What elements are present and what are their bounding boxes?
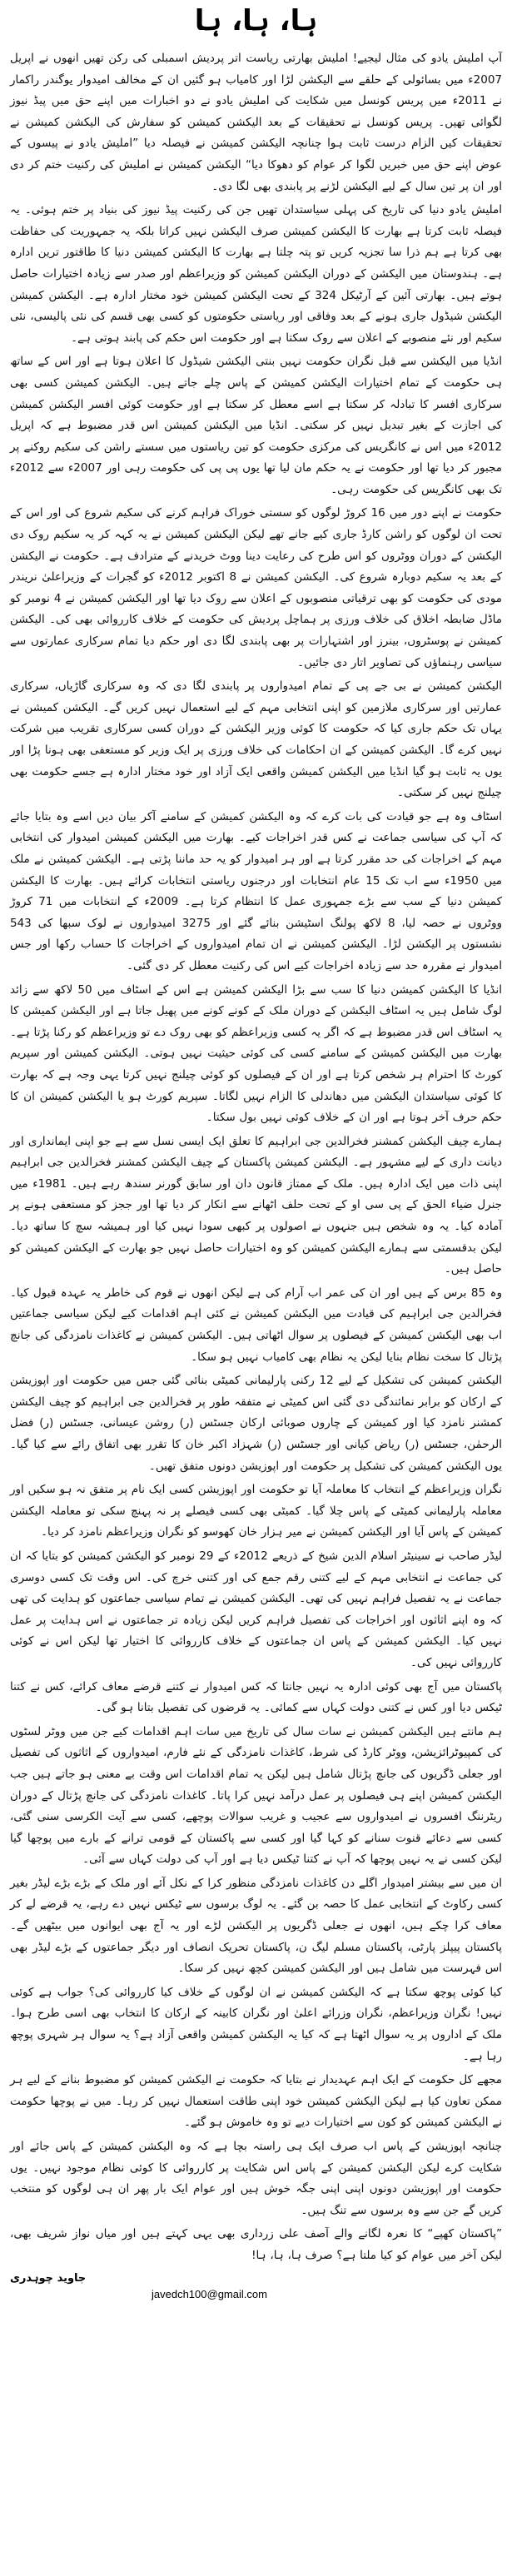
author-name: جاوید چوہدری [10,2271,87,2285]
paragraph: انڈیا کا الیکشن کمیشن دنیا کا سب سے بڑا الیکشن کمیشن ہے اس کے اسٹاف میں 50 لاکھ سے زائد لوگ شامل ہیں یہ اسٹاف الیکشن کے دوران ملک کے کونے کونے میں پھیل جاتا ہے اور الیکشن کمیشن کا یہ اسٹاف اس قدر مضبوط ہے کہ اگر یہ کسی وزیراعظم کو بھی روک دے تو وزیراعظم کو رکنا پڑتا ہے۔ بھارت میں الیکشن کمیشن کے سامنے کسی کی کوئی حیثیت نہیں ہوتی۔ الیکشن کمیشن اور سپریم کورٹ کا احترام ہر شخص کرتا ہے اور ان کے فیصلوں کو کوئی چیلنج نہیں کرتا یہی وجہ ہے کہ بھارت کا کوئی سیاستدان الیکشن میں دھاندلی کا الزام نہیں لگاتا۔ سپریم کورٹ ہو یا الیکشن کمیشن ان کا حکم حرف آخر ہوتا ہے اور ان کے خلاف کوئی نہیں بول سکتا۔ [10,982,502,1125]
column-title: ہا، ہا، ہا [194,4,318,37]
paragraph: انڈیا میں الیکشن سے قبل نگران حکومت نہیں بنتی الیکشن شیڈول کا اعلان ہوتا ہے اور اس کے ساتھ ہی حکومت کے تمام اختیارات الیکشن کمیشن کے پاس چلے جاتے ہیں۔ الیکشن کمیشن کسی بھی سرکاری افسر کا تبادلہ کر سکتا ہے اسے معطل کر سکتا ہے اور حکومت کوئی افسر الیکشن کمیشن کی اجازت کے بغیر تبدیل نہیں کر سکتی۔ انڈیا میں الیکشن کمیشن اس قدر مضبوط ہے کہ اپریل 2012ء میں اس نے کانگریس کی مرکزی حکومت کو تین ریاستوں میں سستے راشن کی سکیم روکنے پر مجبور کر دیا تھا اور حکومت نے یہ حکم مان لیا تھا یوں پی پی کی حکومت رہی اور 2007ء سے 2012ء تک بھی کانگریس کی حکومت رہی۔ [10,355,502,496]
paragraph: ہم مانتے ہیں الیکشن کمیشن نے سات سال کی تاریخ میں سات اہم اقدامات کیے جن میں ووٹر لسٹوں کی کمپیوٹرائزیشن، ووٹر کارڈ کی شرط، کاغذات نامزدگی کے نئے فارم، امیدواروں کے اثاثوں کی تفصیل اور جعلی ڈگریوں کی جانچ پڑتال شامل ہیں لیکن یہ تمام اقدامات اس وقت بے معنی ہو جاتے ہیں جب الیکشن کمیشن اپنے ہی فیصلوں پر عمل درآمد نہیں کرا پاتا۔ کاغذات نامزدگی کی جانچ پڑتال کے دوران ریٹرننگ افسروں نے امیدواروں سے عجیب و غریب سوالات پوچھے، کسی سے آیت الکرسی سنی گئی، کسی سے دعائے قنوت سنانے کو کہا گیا اور کسی سے پاکستان کے قومی ترانے کے بارے میں پوچھا گیا لیکن کسی نے یہ نہیں پوچھا کہ آپ نے کتنا ٹیکس دیا ہے اور آپ کی دولت کہاں سے آئی۔ [10,1724,502,1867]
paragraph: اسٹاف وہ ہے جو قیادت کی بات کرے کہ وہ الیکشن کمیشن کے سامنے آکر بیان دیں اسے وہ بتایا جائے کہ آپ کی سیاسی جماعت نے کس قدر اخراجات کیے۔ بھارت میں الیکشن کمیشن امیدوار کی انتخابی مہم کے اخراجات کی حد مقرر کرتا ہے اور ہر امیدوار کو یہ حد ماننا پڑتی ہے۔ الیکشن کمیشن نے ملک میں 1950ء سے اب تک 15 عام انتخابات اور درجنوں ریاستی انتخابات کرائے ہیں۔ بھارت کا الیکشن کمیشن دنیا کے سب سے بڑے جمہوری عمل کا انتظام کرتا ہے۔ 2009ء کے انتخابات میں 71 کروڑ ووٹروں نے حصہ لیا، 8 لاکھ پولنگ اسٹیشن بنائے گئے اور 3275 امیدواروں نے لوک سبھا کی 543 نشستوں پر الیکشن لڑا۔ الیکشن کمیشن نے ان تمام امیدواروں کے اخراجات کا حساب رکھا اور جس امیدوار نے مقررہ حد سے زیادہ اخراجات کیے اس کی رکنیت معطل کر دی گئی۔ [10,809,503,972]
paragraph: پاکستان میں آج بھی کوئی ادارہ یہ نہیں جانتا کہ کس امیدوار نے کتنے قرضے معاف کرائے، کس نے کتنا ٹیکس دیا اور کس نے کتنی دولت کہاں سے کمائی۔ یہ قرضوں کی تفصیل بتانا ہو گی۔ [10,1679,502,1715]
author-email[interactable]: javedch100@gmail.com [152,2287,267,2300]
paragraph: کیا کوئی پوچھ سکتا ہے کہ الیکشن کمیشن نے ان لوگوں کے خلاف کیا کارروائی کی؟ جواب ہے کوئی نہیں! نگران وزیراعظم، نگران وزرائے اعلیٰ اور نگران کابینہ کے ارکان کا انتخاب بھی اسی طرح ہوا۔ ملک کے اداروں پر یہ سوال اٹھتا ہے کہ کیا یہ الیکشن کمیشن واقعی آزاد ہے؟ یہ سوال ہر شہری پوچھ رہا ہے۔ [10,1985,502,2063]
paragraph: الیکشن کمیشن کی تشکیل کے لیے 12 رکنی پارلیمانی کمیٹی بنائی گئی جس میں حکومت اور اپوزیشن کے ارکان کو برابر نمائندگی دی گئی اس کمیٹی نے متفقہ طور پر فخرالدین جی ابراہیم کو چیف الیکشن کمشنر نامزد کیا اور کمیشن کے چاروں صوبائی ارکان جسٹس (ر) روشن عیسانی، جسٹس (ر) فضل الرحمٰن، جسٹس (ر) ریاض کیانی اور جسٹس (ر) شہزاد اکبر خان کا تقرر بھی اتفاق رائے سے کیا گیا۔ یوں الیکشن کمیشن کی تشکیل پر حکومت اور اپوزیشن دونوں متفق تھیں۔ [10,1374,502,1473]
paragraph: وہ 85 برس کے ہیں اور ان کی عمر اب آرام کی ہے لیکن انھوں نے قوم کی خاطر یہ عہدہ قبول کیا۔ فخرالدین جی ابراہیم کی قیادت میں الیکشن کمیشن نے کئی اہم اقدامات کیے لیکن سیاسی جماعتیں اب بھی الیکشن کمیشن کے فیصلوں پر سوال اٹھاتی ہیں۔ الیکشن کمیشن نے کاغذات نامزدگی کی جانچ پڑتال کا سخت نظام بنایا لیکن یہ نظام بھی کامیاب نہیں ہو سکا۔ [10,1286,502,1364]
paragraph: آپ املیش یادو کی مثال لیجیے! املیش بھارتی ریاست اتر پردیش اسمبلی کی رکن تھیں انھوں نے اپریل 2007ء میں بسائولی کے حلقے سے الیکشن لڑا اور کامیاب ہو گئیں ان کے مخالف امیدوار یوگندر راکمار نے 2011ء میں پریس کونسل میں شکایت کی املیش یادو نے دو اخبارات میں اپنے حق میں پیڈ نیوز لگوائی تھیں۔ پریس کونسل نے تحقیقات کے بعد الیکشن کمیشن کو سفارش کی الیکشن کمیشن نے تحقیقات کیں الزام درست ثابت ہوا چنانچہ الیکشن کمیشن نے فیصلہ دیا ”املیش یادو نے پیسوں کے عوض اپنے حق میں خبریں لگوا کر عوام کو دھوکا دیا“ الیکشن کمیشن نے املیش کی رکنیت ختم کر دی اور ان پر تین سال کے لیے الیکشن لڑنے پر پابندی بھی لگا دی۔ [10,52,502,193]
paragraph: ہمارے چیف الیکشن کمشنر فخرالدین جی ابراہیم کا تعلق ایک ایسی نسل سے ہے جو اپنی ایمانداری اور دیانت داری کے لیے مشہور ہے۔ الیکشن کمیشن پاکستان کے چیف الیکشن کمشنر فخرالدین جی ابراہیم اپنی ذات میں ایک ادارہ ہیں۔ ملک کے ممتاز قانون دان اور سابق گورنر سندھ رہے ہیں۔ 1981ء میں جنرل ضیاء الحق کے پی سی او کے تحت حلف اٹھانے سے انکار کر دیا تھا اور ججز کو مستعفی ہونے پر آمادہ کیا۔ یہ وہ شخص ہیں جنہوں نے اصولوں پر کبھی سودا نہیں کیا اور ہمیشہ سچ کا ساتھ دیا۔ لیکن بدقسمتی سے ہمارے الیکشن کمیشن کو وہ اختیارات حاصل نہیں جو بھارت کے الیکشن کمیشن کو حاصل ہیں۔ [10,1134,502,1276]
paragraph: ”پاکستان کھپے“ کا نعرہ لگانے والے آصف علی زرداری بھی یہی کہتے ہیں اور میاں نواز شریف بھی، لیکن آخر میں عوام کو کیا ملتا ہے؟ صرف ہا، ہا، ہا! [10,2227,502,2262]
paragraph: املیش یادو دنیا کی تاریخ کی پہلی سیاستدان تھیں جن کی رکنیت پیڈ نیوز کی بنیاد پر ختم ہوئی۔ یہ فیصلہ ثابت کرتا ہے بھارت کا الیکشن کمیشن صرف الیکشن نہیں کراتا بلکہ یہ جمہوریت کی حفاظت بھی کرتا ہے ہم ذرا سا تجزیہ کریں تو پتہ چلتا ہے بھارت کا الیکشن کمیشن دنیا کا طاقتور ترین ادارہ ہے۔ ہندوستان میں الیکشن کے دوران الیکشن کمیشن کو وزیراعظم اور صدر سے زیادہ اختیارات حاصل ہوتے ہیں۔ بھارتی آئین کے آرٹیکل 324 کے تحت الیکشن کمیشن خود مختار ادارہ ہے۔ الیکشن کمیشن الیکشن شیڈول جاری ہونے کے بعد وفاقی اور ریاستی حکومتوں کو کسی بھی قسم کی نئی پالیسی، نئی سکیم اور نئے منصوبے کے اعلان سے روک سکتا ہے اور حکومت اس حکم کی پابند ہوتی ہے۔ [10,203,502,345]
paragraph: الیکشن کمیشن نے بی جے پی کے تمام امیدواروں پر پابندی لگا دی کہ وہ سرکاری گاڑیاں، سرکاری عمارتیں اور سرکاری ملازمین کو اپنی انتخابی مہم کے لیے استعمال نہیں کریں گے۔ الیکشن کمیشن نے یہاں تک حکم جاری کیا کہ حکومت کا کوئی وزیر الیکشن کے دوران کسی سرکاری تقریب میں شرکت نہیں کرے گا۔ الیکشن کمیشن کے ان احکامات کی خلاف ورزی پر ایک وزیر کو مستعفی بھی ہونا پڑا اور یوں یہ ثابت ہو گیا انڈیا میں الیکشن کمیشن واقعی ایک آزاد اور خود مختار ادارہ ہے جسے حکومت بھی چیلنج نہیں کر سکتی۔ [10,679,502,800]
column-body [10,48,502,2267]
paragraph: نگران وزیراعظم کے انتخاب کا معاملہ آیا تو حکومت اور اپوزیشن کسی ایک نام پر متفق نہ ہو سکیں اور معاملہ پارلیمانی کمیٹی کے پاس چلا گیا۔ کمیٹی بھی کسی فیصلے پر نہ پہنچ سکی تو معاملہ الیکشن کمیشن کے پاس آیا اور الیکشن کمیشن نے میر ہزار خان کھوسو کو نگران وزیراعظم نامزد کر دیا۔ [9,1483,502,1539]
paragraph: ان میں سے بیشتر امیدوار اگلے دن کاغذات نامزدگی منظور کرا کے نکل آئے اور ملک کے بڑے بڑے لیڈر بغیر کسی رکاوٹ کے انتخابی عمل کا حصہ بن گئے۔ یہ لوگ برسوں سے ٹیکس نہیں دے رہے، یہ قرضے لے کر معاف کرا چکے ہیں، انھوں نے جعلی ڈگریوں پر الیکشن لڑے اور یہ آج بھی ایوانوں میں بیٹھیں گے۔ پاکستان پیپلز پارٹی، پاکستان مسلم لیگ ن، پاکستان تحریک انصاف اور دیگر جماعتوں کے بڑے لیڈر بھی اس فہرست میں شامل ہیں اور الیکشن کمیشن کچھ نہیں کر سکا۔ [10,1876,502,1976]
paragraph: مجھے کل حکومت کے ایک اہم عہدیدار نے بتایا کہ حکومت نے الیکشن کمیشن کو مضبوط بنانے کے لیے ہر ممکن تعاون کیا ہے لیکن الیکشن کمیشن خود اپنی طاقت استعمال نہیں کر رہا۔ میں نے پوچھا حکومت نے الیکشن کمیشن کو کون سے اختیارات دیے تو وہ خاموش ہو گئے۔ [10,2073,502,2130]
paragraph: چنانچہ اپوزیشن کے پاس اب صرف ایک ہی راستہ بچا ہے کہ وہ الیکشن کمیشن کے پاس جائے اور شکایت کرے لیکن الیکشن کمیشن کے پاس اس شکایت پر کارروائی کا کوئی نظام موجود نہیں۔ یوں حکومت اور اپوزیشن دونوں اپنی اپنی جگہ خوش ہیں اور عوام ایک بار پھر ان ہی لوگوں کو منتخب کریں گے جن سے وہ برسوں سے تنگ ہیں۔ [10,2140,502,2217]
paragraph: لیڈر صاحب نے سینیٹر اسلام الدین شیخ کے ذریعے 2012ء کے 29 نومبر کو الیکشن کمیشن کو بتایا کہ ان کی جماعت نے انتخابی مہم کے لیے کتنی رقم جمع کی اور کتنی خرچ کی۔ اس وقت تک کسی دوسری جماعت نے یہ تفصیل فراہم نہیں کی تھی۔ الیکشن کمیشن نے تمام سیاسی جماعتوں کو ہدایت کی تھی کہ وہ اپنے اثاثوں اور اخراجات کی تفصیل فراہم کریں لیکن زیادہ تر جماعتوں نے اس ہدایت پر عمل نہیں کیا۔ الیکشن کمیشن کے پاس ان جماعتوں کے خلاف کارروائی کا اختیار تھا لیکن اس نے کوئی کارروائی نہیں کی۔ [10,1549,502,1669]
paragraph: حکومت نے اپنے دور میں 16 کروڑ لوگوں کو سستی خوراک فراہم کرنے کی سکیم شروع کی اور اس کے تحت ان لوگوں کو راشن کارڈ جاری کیے جانے تھے لیکن الیکشن کمیشن نے یہ کہہ کر یہ سکیم روک دی الیکشن کے دوران ووٹروں کو اس طرح کی رعایت دینا ووٹ خریدنے کے مترادف ہے۔ حکومت نے الیکشن کے بعد یہ سکیم دوبارہ شروع کی۔ الیکشن کمیشن نے 8 اکتوبر 2012ء کو گجرات کے وزیراعلیٰ نریندر مودی کی حکومت کو بھی ترقیاتی منصوبوں کے اعلان سے روک دیا تھا اور الیکشن کمیشن نے 4 نومبر کو ماڈل ضابطہ اخلاق کی خلاف ورزی پر ہماچل پردیش کی حکومت کے خلاف کارروائی بھی کی۔ الیکشن کمیشن نے پوسٹروں، بینرز اور اشتہارات پر بھی پابندی لگا دی اور حکم دیا تمام سرکاری عمارتوں سے سیاسی رہنماؤں کی تصاویر اتار دی جائیں۔ [10,506,503,669]
